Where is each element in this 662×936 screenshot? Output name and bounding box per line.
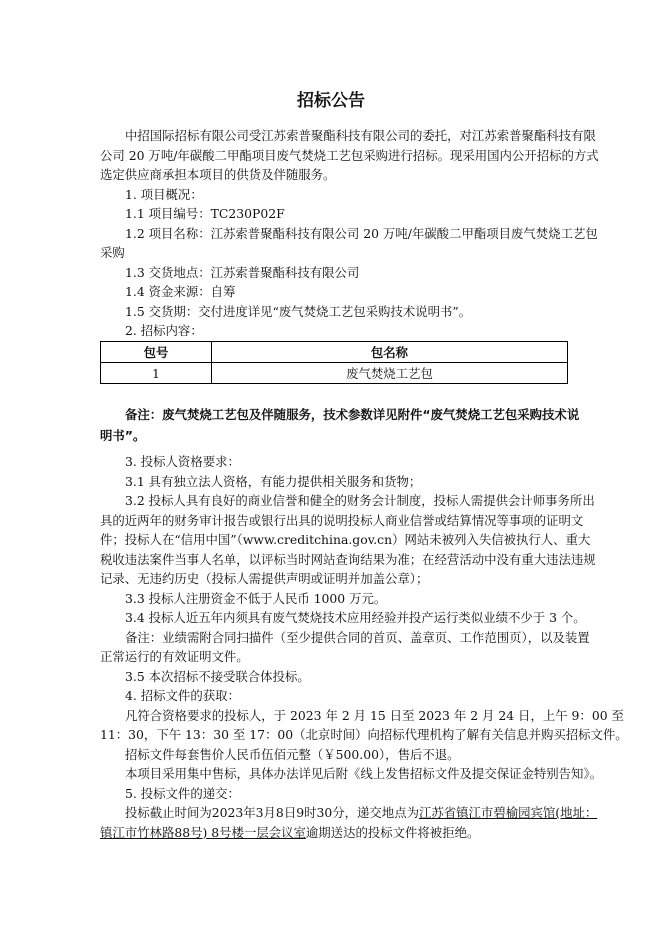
req-3-3: 3.3 投标人注册资金不低于人民币 1000 万元。 (125, 590, 387, 606)
purchase-line: 凡符合资格要求的投标人，于 2023 年 2 月 15 日至 2023 年 2 月 24 日，上午 9：00 至 (125, 707, 624, 723)
project-name-cont: 采购 (100, 245, 125, 260)
cell-lot-no: 1 (101, 363, 212, 384)
cell-lot-name: 废气焚烧工艺包 (212, 363, 568, 384)
req-note-line: 备注：业绩需附合同扫描件（至少提供合同的首页、盖章页、工作范围页），以及装置 (125, 629, 590, 645)
req-3-2-line: 件；投标人在“信用中国”（www.creditchina.gov.cn）网站未被列入失信被执行人、重大 (100, 532, 591, 547)
doc-price: 招标文件每套售价人民币伍佰元整（￥500.00），售后不退。 (125, 746, 460, 762)
intro-line: 公司 20 万吨/年碳酸二甲酯项目废气焚烧工艺包采购进行招标。现采用国内公开招标的方式 (100, 147, 599, 163)
req-3-2-line: 具的近两年的财务审计报告或银行出具的说明投标人商业信誉或结算情况等事项的证明文 (100, 512, 584, 528)
deadline-line (100, 823, 567, 843)
delivery-location: 1.3 交货地点：江苏索普聚酯科技有限公司 (125, 264, 360, 280)
header-lot-name: 包名称 (212, 342, 568, 363)
req-3-1: 3.1 具有独立法人资格，有能力提供相关服务和货物； (125, 473, 422, 489)
lot-table (100, 341, 568, 384)
req-3-2-line: 3.2 投标人具有良好的商业信誉和健全的财务会计制度，投标人需提供会计师事务所出 (125, 493, 595, 508)
fund-source: 1.4 资金来源：自筹 (125, 284, 236, 299)
req-note-line: 正常运行的有效证明文件。 (100, 649, 249, 664)
req-3-4: 3.4 投标人近五年内须具有废气焚烧技术应用经验并投产运行类似业绩不少于 3 个。 (125, 610, 586, 625)
section-4-heading: 4. 招标文件的获取： (125, 688, 240, 703)
delivery-period: 1.5 交货期：交付进度详见“废气焚烧工艺包采购技术说明书”。 (125, 303, 472, 319)
deadline-text: 投标截止时间为2023年3月8日9时30分，递交地点为 (125, 805, 419, 820)
note-line: 备注：废气焚烧工艺包及伴随服务，技术参数详见附件“废气焚烧工艺包采购技术说 (125, 407, 580, 422)
project-number: 1.1 项目编号：TC230P02F (125, 206, 285, 221)
note-line: 明书”。 (100, 428, 146, 443)
table-header-row (101, 342, 568, 363)
intro-line: 中招国际招标有限公司受江苏索普聚酯科技有限公司的委托，对江苏索普聚酯科技有限 (125, 128, 596, 143)
page-title: 招标公告 (297, 91, 365, 111)
section-intro-and-overview (100, 126, 599, 341)
req-3-2-line: 税收违法案件当事人名单，以评标当时网站查询结果为准；在经营活动中没有重大违法违规 (100, 551, 596, 567)
section-1-heading: 1. 项目概况： (125, 186, 203, 202)
bold-note (100, 404, 580, 446)
project-name: 1.2 项目名称：江苏索普聚酯科技有限公司 20 万吨/年碳酸二甲酯项目废气焚烧工艺包 (125, 225, 598, 241)
sections-3-to-5 (100, 452, 628, 842)
venue-address-cont: 镇江市竹林路88号) 8号楼一层会议室 (100, 824, 306, 840)
intro-line: 选定供应商承担本项目的供货及伴随服务。 (100, 167, 336, 182)
purchase-line: 11：30，下午 13：30 至 17：00（北京时间）向招标代理机构了解有关信息并购买招标文件。 (100, 727, 628, 742)
late-rejection: 逾期送达的投标文件将被拒绝。 (305, 824, 480, 840)
section-3-heading: 3. 投标人资格要求： (125, 454, 240, 469)
deadline-line (100, 803, 598, 823)
header-lot-no: 包号 (101, 342, 212, 363)
venue-address: 江苏省镇江市碧榆园宾馆(地址： (418, 805, 598, 820)
sale-method: 本项目采用集中售标，具体办法详见后附《线上发售招标文件及提交保证金特别告知》。 (125, 766, 603, 781)
section-2-heading: 2. 招标内容： (125, 323, 203, 338)
table-row (101, 363, 568, 384)
section-5-heading: 5. 投标文件的递交： (125, 785, 240, 801)
req-3-5: 3.5 本次招标不接受联合体投标。 (125, 668, 310, 684)
req-3-2-line: 记录、无违约历史（投标人需提供声明或证明并加盖公章）； (100, 571, 429, 586)
